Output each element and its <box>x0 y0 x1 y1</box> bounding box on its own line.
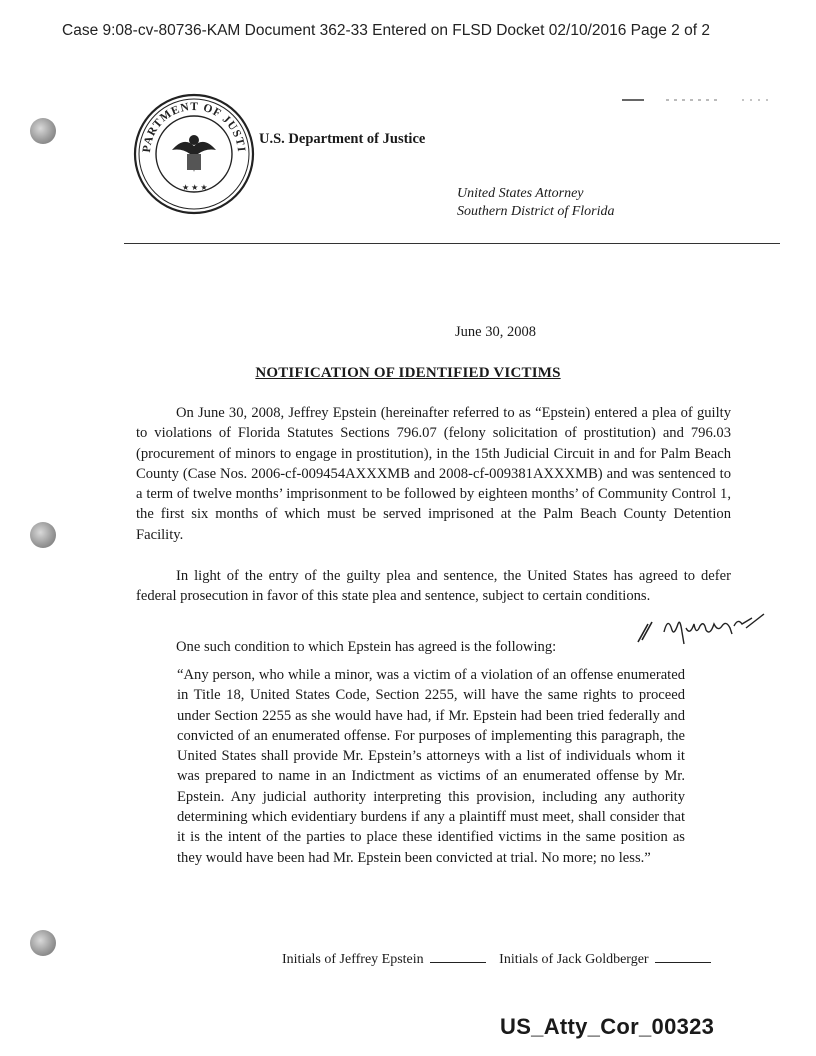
doj-seal-icon <box>132 92 256 216</box>
svg-text:DEPARTMENT OF JUSTICE: PARTMENT OF JUSTI <box>140 100 248 154</box>
paragraph-condition-text: One such condition to which Epstein has agreed is the following: <box>176 639 557 655</box>
office-name <box>457 185 615 221</box>
svg-text:★ ★ ★: ★ ★ ★ <box>182 183 208 192</box>
paragraph-plea-text: On June 30, 2008, Jeffrey Epstein (hereinafter referred to as “Epstein) entered a plea of guilty to violations of Florida Statutes Sections 796.07 (felony solicitation of prostitution) and 796.03 (procurement of minors to engage in prostitution), in the 15th Judicial Circuit in and for Palm Beach County (Case Nos. 2006-cf-009454AXXXMB and 2008-cf-009381AXXXMB) and was sentenced to a term of twelve months’ imprisonment to be followed by eighteen months’ of Community Control 1, the first six months of which must be served imprisoned at the Palm Beach County Detention Facility. <box>136 405 731 543</box>
scan-marks <box>622 96 782 109</box>
agency-name: U.S. Department of Justice <box>259 131 426 147</box>
office-line-1: United States Attorney <box>457 186 584 201</box>
initials-line <box>282 952 721 968</box>
punch-hole-icon <box>30 522 56 548</box>
quoted-condition: “Any person, who while a minor, was a victim of a violation of an offense enumerated in Title 18, United States Code, Section 2255, will have the same rights to proceed under Section 2255 as she would have had, if Mr. Epstein had been tried federally and convicted of an enumerated offense. For purposes of implementing this paragraph, the United States shall provide Mr. Epstein’s attorneys with a list of individuals whom it was prepared to name in an Indictment as victims of an enumerated offense by Mr. Epstein. Any judicial authority interpreting this provision, including any authority determining which evidentiary burdens if any a plaintiff must meet, shall consider that it is the intent of the parties to place these identified victims in the same position as they would have been had Mr. Epstein been convicted at trial. No more; no less.” <box>177 667 685 866</box>
office-line-2: Southern District of Florida <box>457 204 615 219</box>
docket-header: Case 9:08-cv-80736-KAM Document 362-33 Entered on FLSD Docket 02/10/2016 Page 2 of 2 <box>62 22 710 39</box>
paragraph-deferral <box>136 566 731 607</box>
letterhead-divider <box>124 243 780 244</box>
paragraph-deferral-text: In light of the entry of the guilty plea and sentence, the United States has agreed to defer federal prosecution in favor of this state plea and sentence, subject to certain conditions. <box>136 568 731 605</box>
goldberger-initials-label: Initials of Jack Goldberger <box>499 952 649 967</box>
punch-hole-icon <box>30 118 56 144</box>
epstein-initials-field <box>430 962 486 963</box>
letter-date: June 30, 2008 <box>455 324 536 340</box>
epstein-initials-label: Initials of Jeffrey Epstein <box>282 952 424 967</box>
punch-hole-icon <box>30 930 56 956</box>
bates-number: US_Atty_Cor_00323 <box>500 1014 715 1039</box>
document-title: NOTIFICATION OF IDENTIFIED VICTIMS <box>255 365 561 381</box>
goldberger-initials-field <box>655 962 711 963</box>
handwritten-signature <box>634 606 774 655</box>
paragraph-plea <box>136 403 731 545</box>
